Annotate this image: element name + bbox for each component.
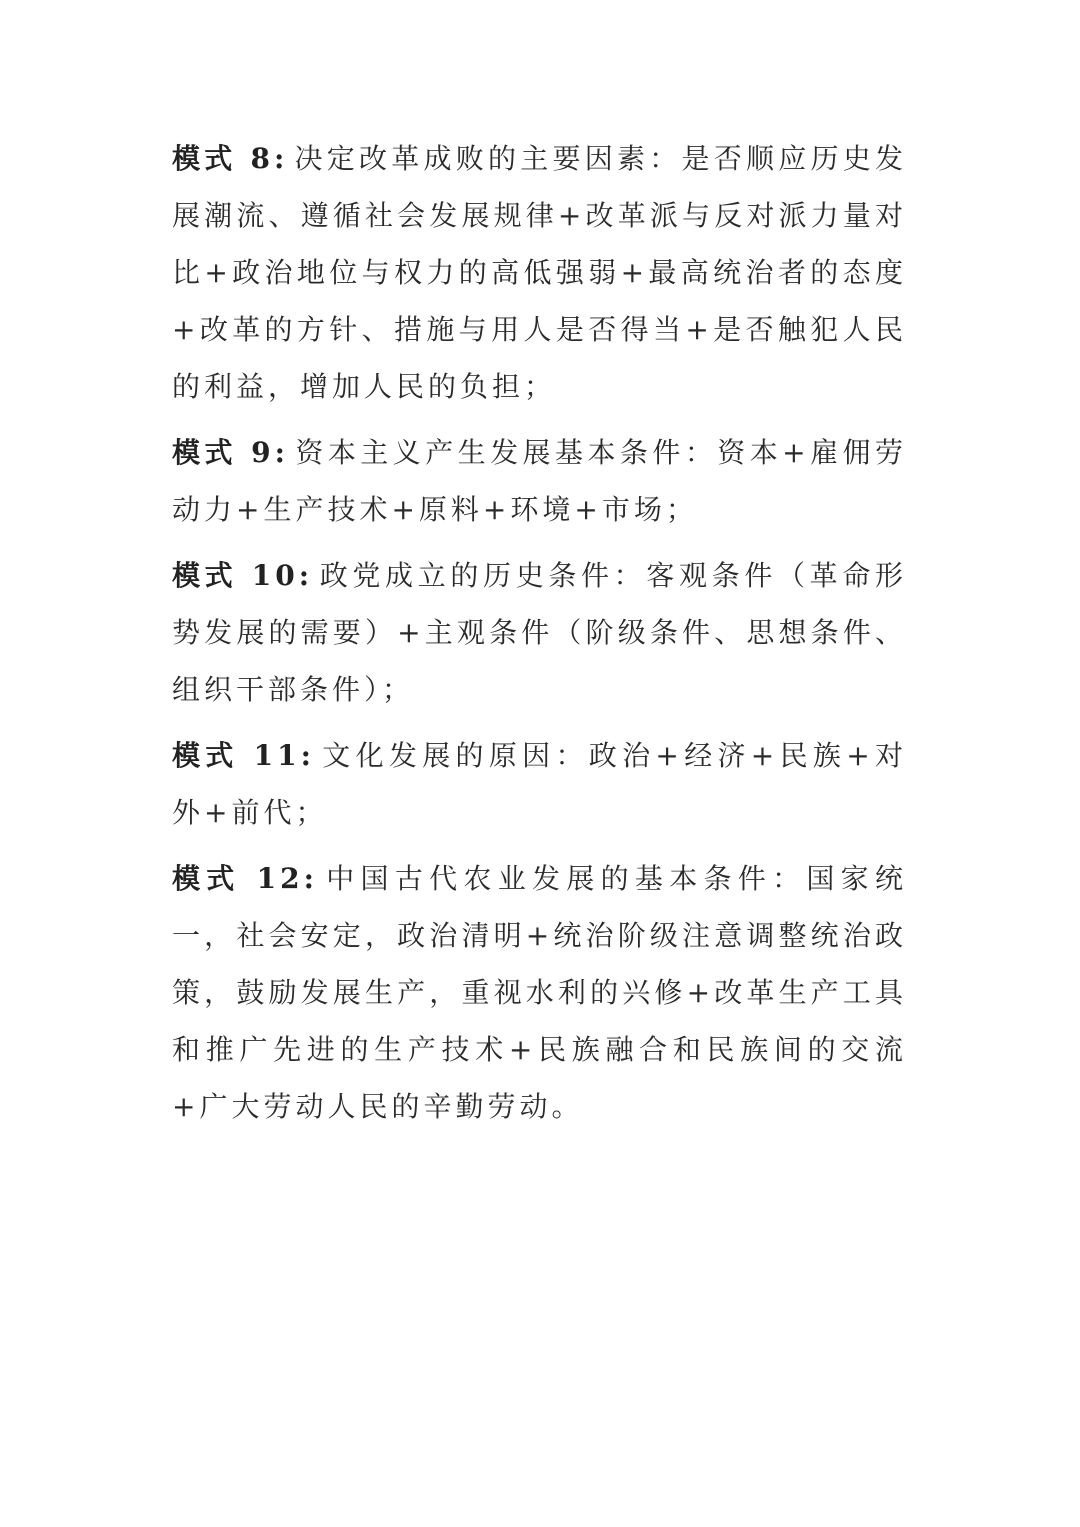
mode-12-label: 模式 12:: [172, 862, 318, 895]
mode-9-paragraph: [172, 424, 907, 538]
mode-11-label: 模式 11:: [172, 739, 315, 772]
mode-10-paragraph: [172, 547, 907, 718]
mode-9-text: 资本主义产生发展基本条件：资本+雇佣劳动力+生产技术+原料+环境+市场；: [172, 436, 907, 526]
document-body: [172, 130, 907, 1144]
mode-8-text: 决定改革成败的主要因素：是否顺应历史发展潮流、遵循社会发展规律+改革派与反对派力量对比+政治地位与权力的高低强弱+最高统治者的态度+改革的方针、措施与用人是否得当+是否触犯人民的利益，增加人民的负担；: [172, 142, 907, 403]
mode-12-paragraph: [172, 850, 907, 1135]
mode-11-text: 文化发展的原因：政治+经济+民族+对外+前代；: [172, 739, 907, 829]
mode-12-text: 中国古代农业发展的基本条件：国家统一，社会安定，政治清明+统治阶级注意调整统治政策，鼓励发展生产，重视水利的兴修+改革生产工具和推广先进的生产技术+民族融合和民族间的交流+广大劳动人民的辛勤劳动。: [172, 862, 907, 1123]
mode-10-text: 政党成立的历史条件：客观条件（革命形势发展的需要）+主观条件（阶级条件、思想条件、组织干部条件）；: [172, 559, 907, 706]
mode-9-label: 模式 9:: [172, 436, 289, 469]
mode-8-paragraph: [172, 130, 907, 415]
mode-10-label: 模式 10:: [172, 559, 314, 592]
mode-11-paragraph: [172, 727, 907, 841]
mode-8-label: 模式 8:: [172, 142, 289, 175]
